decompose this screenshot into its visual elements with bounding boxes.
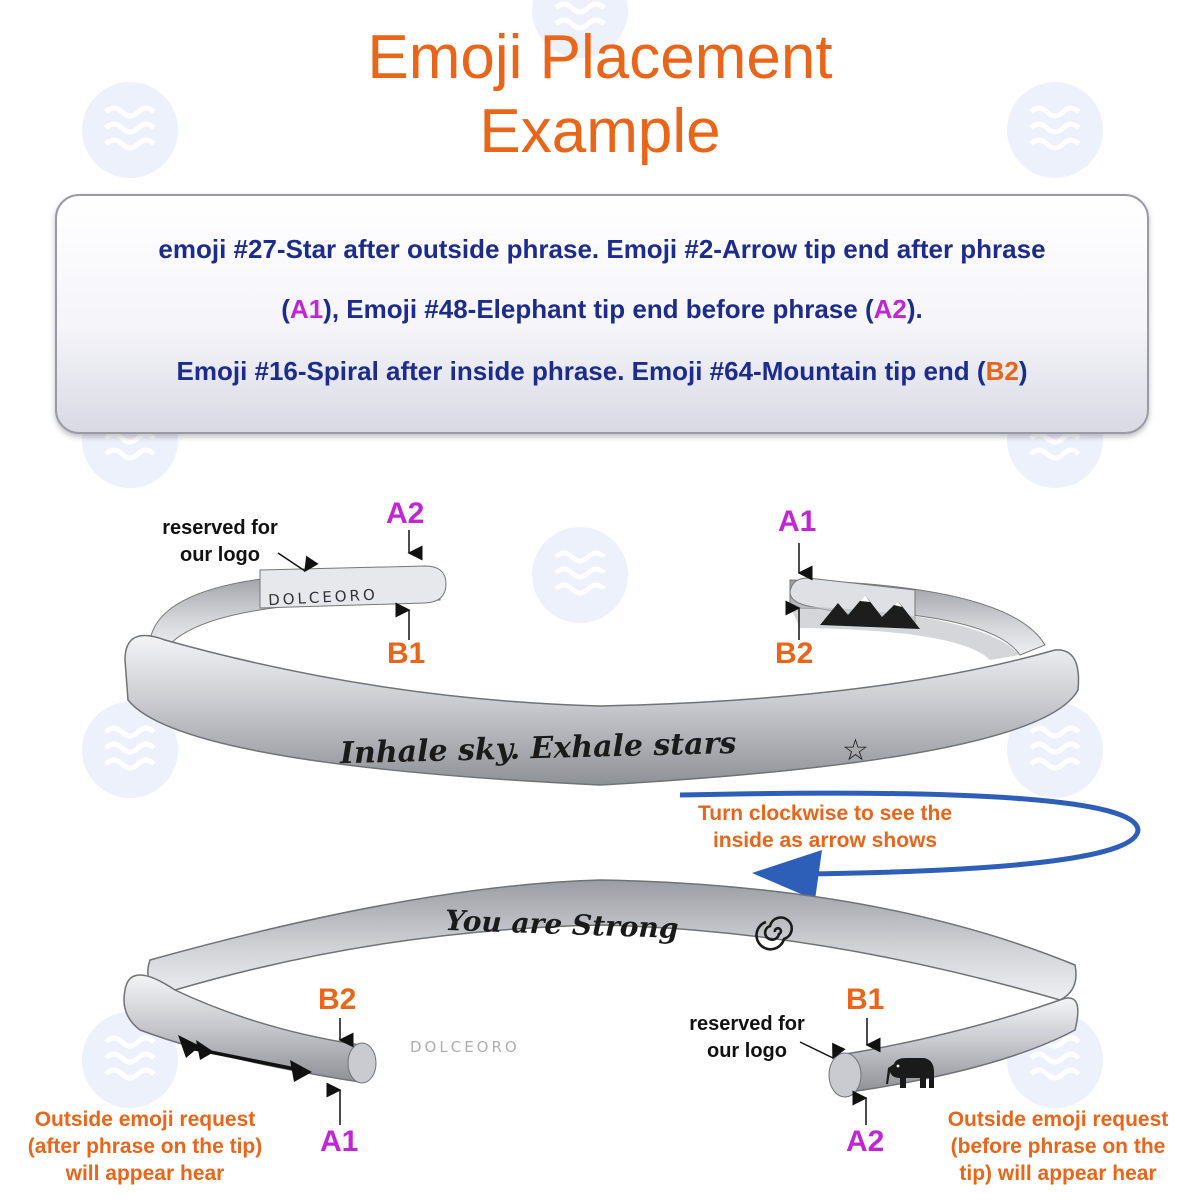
bottom-logo-note [672,1011,822,1065]
right-emoji-note-line2: (before phrase on the [950,1135,1166,1158]
info-line-2-mid: ), Emoji #48-Elephant tip end before phrase ( [323,294,874,324]
rotation-note-line2: inside as arrow shows [712,829,938,852]
info-a2-label: A2 [873,294,907,324]
page-title-line2: Example [479,97,721,166]
info-paren: ( [281,294,290,324]
top-right-tip-label-a1: A1 [778,505,817,538]
left-emoji-note-line1: Outside emoji request [34,1108,256,1131]
star-icon: ☆ [842,733,869,768]
bottom-left-tip-label-a1: A1 [320,1125,359,1158]
rotation-note-line1: Turn clockwise to see the [697,802,953,825]
inside-phrase: You are Strong [444,903,679,946]
bottom-right-tip-label-a2: A2 [846,1125,885,1158]
bottom-left-tip-label-b2: B2 [318,983,357,1016]
left-emoji-note [5,1106,285,1187]
bottom-logo-note-line1: reserved for [689,1013,805,1035]
bottom-right-tip-label-b1: B1 [846,983,885,1016]
top-logo-engraving: DOLCEORO [267,585,379,610]
rotation-note [670,800,980,854]
info-line-3-close: ) [1018,356,1028,386]
bottom-logo-note-line2: our logo [707,1040,787,1062]
info-a1-label: A1 [289,294,324,324]
top-right-tip-label-b2: B2 [775,637,814,670]
info-line-2-close: ). [906,294,923,324]
right-emoji-note-line1: Outside emoji request [947,1108,1169,1131]
left-emoji-note-line2: (after phrase on the tip) [27,1135,263,1158]
page-title-line1: Emoji Placement [367,23,833,92]
top-logo-note-line1: reserved for [162,517,278,539]
right-emoji-note-line3: tip) will appear hear [959,1162,1157,1185]
outside-phrase: Inhale sky. Exhale stars [339,725,737,772]
bottom-logo-engraving: DOLCEORO [410,1038,520,1056]
top-logo-note-line2: our logo [180,544,260,566]
info-line-1: emoji #27-Star after outside phrase. Emoji #2-Arrow tip end after phrase [158,234,1046,264]
top-logo-note [145,515,295,569]
right-emoji-note [918,1106,1198,1187]
info-line-3-text: Emoji #16-Spiral after inside phrase. Emoji #64-Mountain tip end ( [176,356,986,386]
top-left-tip-label-b1: B1 [387,637,426,670]
top-left-tip-label-a2: A2 [386,497,425,530]
info-b2-label: B2 [985,356,1019,386]
left-emoji-note-line3: will appear hear [65,1162,225,1185]
